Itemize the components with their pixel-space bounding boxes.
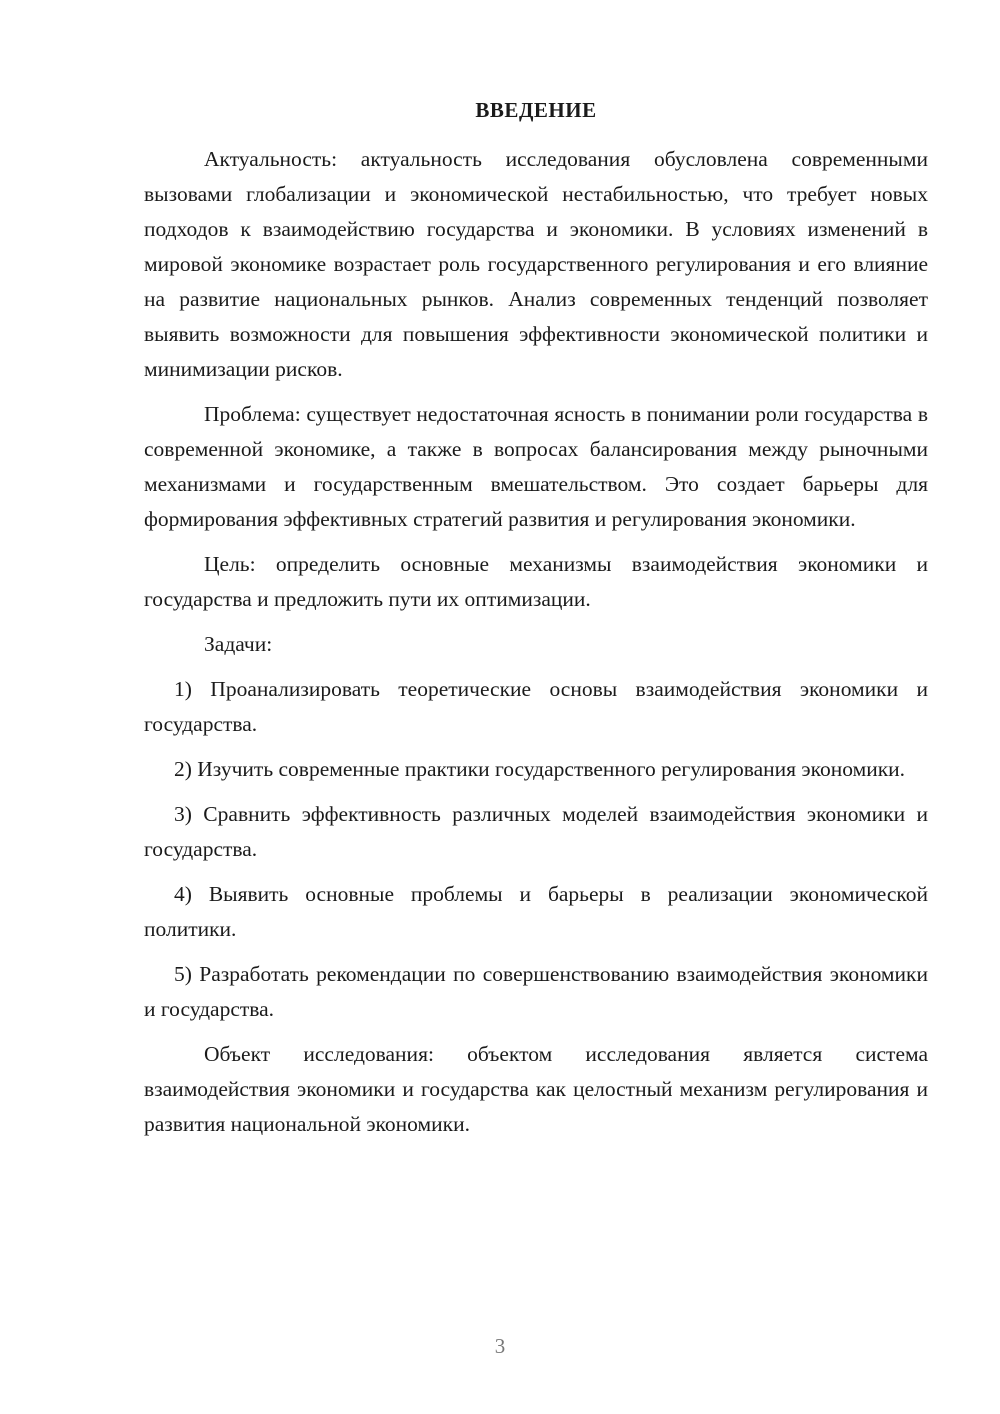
document-body [144, 142, 928, 1152]
task-item-5: 5) Разработать рекомендации по совершенствованию взаимодействия экономики и государства. [144, 962, 928, 1021]
task-item-3: 3) Сравнить эффективность различных моделей взаимодействия экономики и государства. [144, 802, 928, 861]
task-item-4: 4) Выявить основные проблемы и барьеры в реализации экономической политики. [144, 882, 928, 941]
paragraph-relevance: Актуальность: актуальность исследования обусловлена современными вызовами глобализации и экономической нестабильностью, что требует новых подходов к взаимодействию государства и экономики. В условиях изменений в мировой экономике возрастает роль государственного регулирования и его влияние на развитие национальных рынков. Анализ современных тенденций позволяет выявить возможности для повышения эффективности экономической политики и минимизации рисков. [144, 147, 928, 381]
task-item-1: 1) Проанализировать теоретические основы взаимодействия экономики и государства. [144, 677, 928, 736]
section-heading: ВВЕДЕНИЕ [475, 98, 597, 122]
paragraph-goal: Цель: определить основные механизмы взаимодействия экономики и государства и предложить пути их оптимизации. [144, 552, 928, 611]
page-number: 3 [494, 1334, 506, 1358]
tasks-label: Задачи: [204, 632, 273, 656]
paragraph-object: Объект исследования: объектом исследования является система взаимодействия экономики и государства как целостный механизм регулирования и развития национальной экономики. [144, 1042, 928, 1136]
paragraph-problem: Проблема: существует недостаточная ясность в понимании роли государства в современной экономике, а также в вопросах балансирования между рыночными механизмами и государственным вмешательством. Это создает барьеры для формирования эффективных стратегий развития и регулирования экономики. [144, 402, 928, 531]
task-item-2: 2) Изучить современные практики государственного регулирования экономики. [174, 757, 906, 781]
